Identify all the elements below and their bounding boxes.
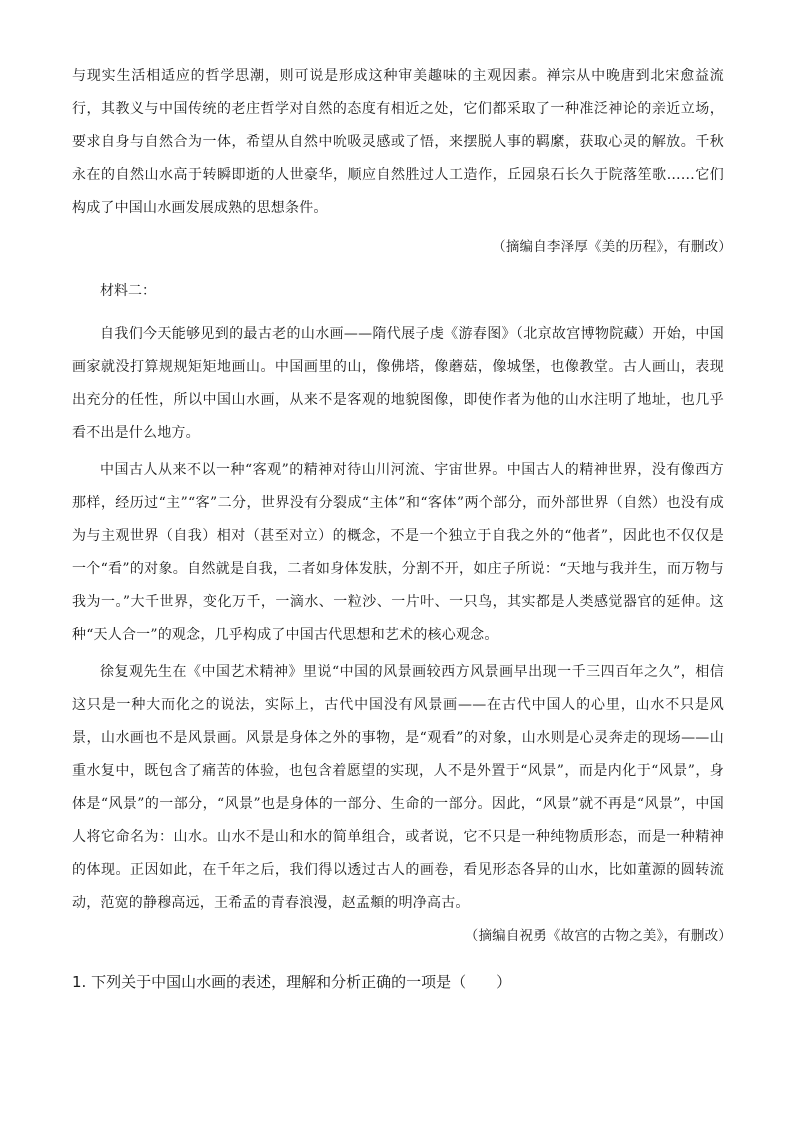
material-2-paragraph-2: 中国古人从来不以一种“客观”的精神对待山川河流、宇宙世界。中国古人的精神世界，没有像西方那样，经历过“主”“客”二分，世界没有分裂成“主体”和“客体”两个部分，而外部世界（自然）也没有成为与主观世界（自我）相对（甚至对立）的概念，不是一个独立于自我之外的“他者”，因此也不仅仅是一个“看”的对象。自然就是自我，二者如身体发肤，分割不开，如庄子所说：“天地与我并生，而万物与我为一。”大千世界，变化万千，一滴水、一粒沙、一片叶、一只鸟，其实都是人类感觉器官的延伸。这种“天人合一”的观念，几乎构成了中国古代思想和艺术的核心观念。 [72,462,724,643]
source-citation-2: （摘编自祝勇《故宫的古物之美》，有删改） [464,928,732,944]
body-paragraph-1: 与现实生活相适应的哲学思潮，则可说是形成这种审美趣味的主观因素。禅宗从中晚唐到北宋愈益流行，其教义与中国传统的老庄哲学对自然的态度有相近之处，它们都采取了一种准泛神论的亲近立场，要求自身与自然合为一体，希望从自然中吮吸灵感或了悟，来摆脱人事的羁縻，获取心灵的解放。千秋永在的自然山水高于转瞬即逝的人世豪华，顺应自然胜过人工造作，丘园泉石长久于院落笙歌……它们构成了中国山水画发展成熟的思想条件。 [72,68,724,216]
source-citation-1: （摘编自李泽厚《美的历程》，有删改） [492,239,732,255]
material-2-paragraph-1: 自我们今天能够见到的最古老的山水画——隋代展子虔《游春图》（北京故宫博物院藏）开始，中国画家就没打算规规矩矩地画山。中国画里的山，像佛塔，像蘑菇，像城堡，也像教堂。古人画山，表现出充分的任性，所以中国山水画，从来不是客观的地貌图像，即使作者为他的山水注明了地址，也几乎看不出是什么地方。 [72,326,724,441]
question-1: 1. 下列关于中国山水画的表述，理解和分析正确的一项是（ ） [72,973,512,991]
material-2-paragraph-3: 徐复观先生在《中国艺术精神》里说“中国的风景画较西方风景画早出现一千三四百年之久”，相信这只是一种大而化之的说法，实际上，古代中国没有风景画——在古代中国人的心里，山水不只是风景，山水画也不是风景画。风景是身体之外的事物，是“观看”的对象，山水则是心灵奔走的现场——山重水复中，既包含了痛苦的体验，也包含着愿望的实现，人不是外置于“风景”，而是内化于“风景”，身体是“风景”的一部分，“风景”也是身体的一部分、生命的一部分。因此，“风景”就不再是“风景”，中国人将它命名为：山水。山水不是山和水的简单组合，或者说，它不只是一种纯物质形态，而是一种精神的体现。正因如此，在千年之后，我们得以透过古人的画卷，看见形态各异的山水，比如董源的圆转流动，范宽的静穆高远，王希孟的青春浪漫，赵孟頫的明净高古。 [72,664,724,911]
material-2-label: 材料二： [100,283,156,299]
